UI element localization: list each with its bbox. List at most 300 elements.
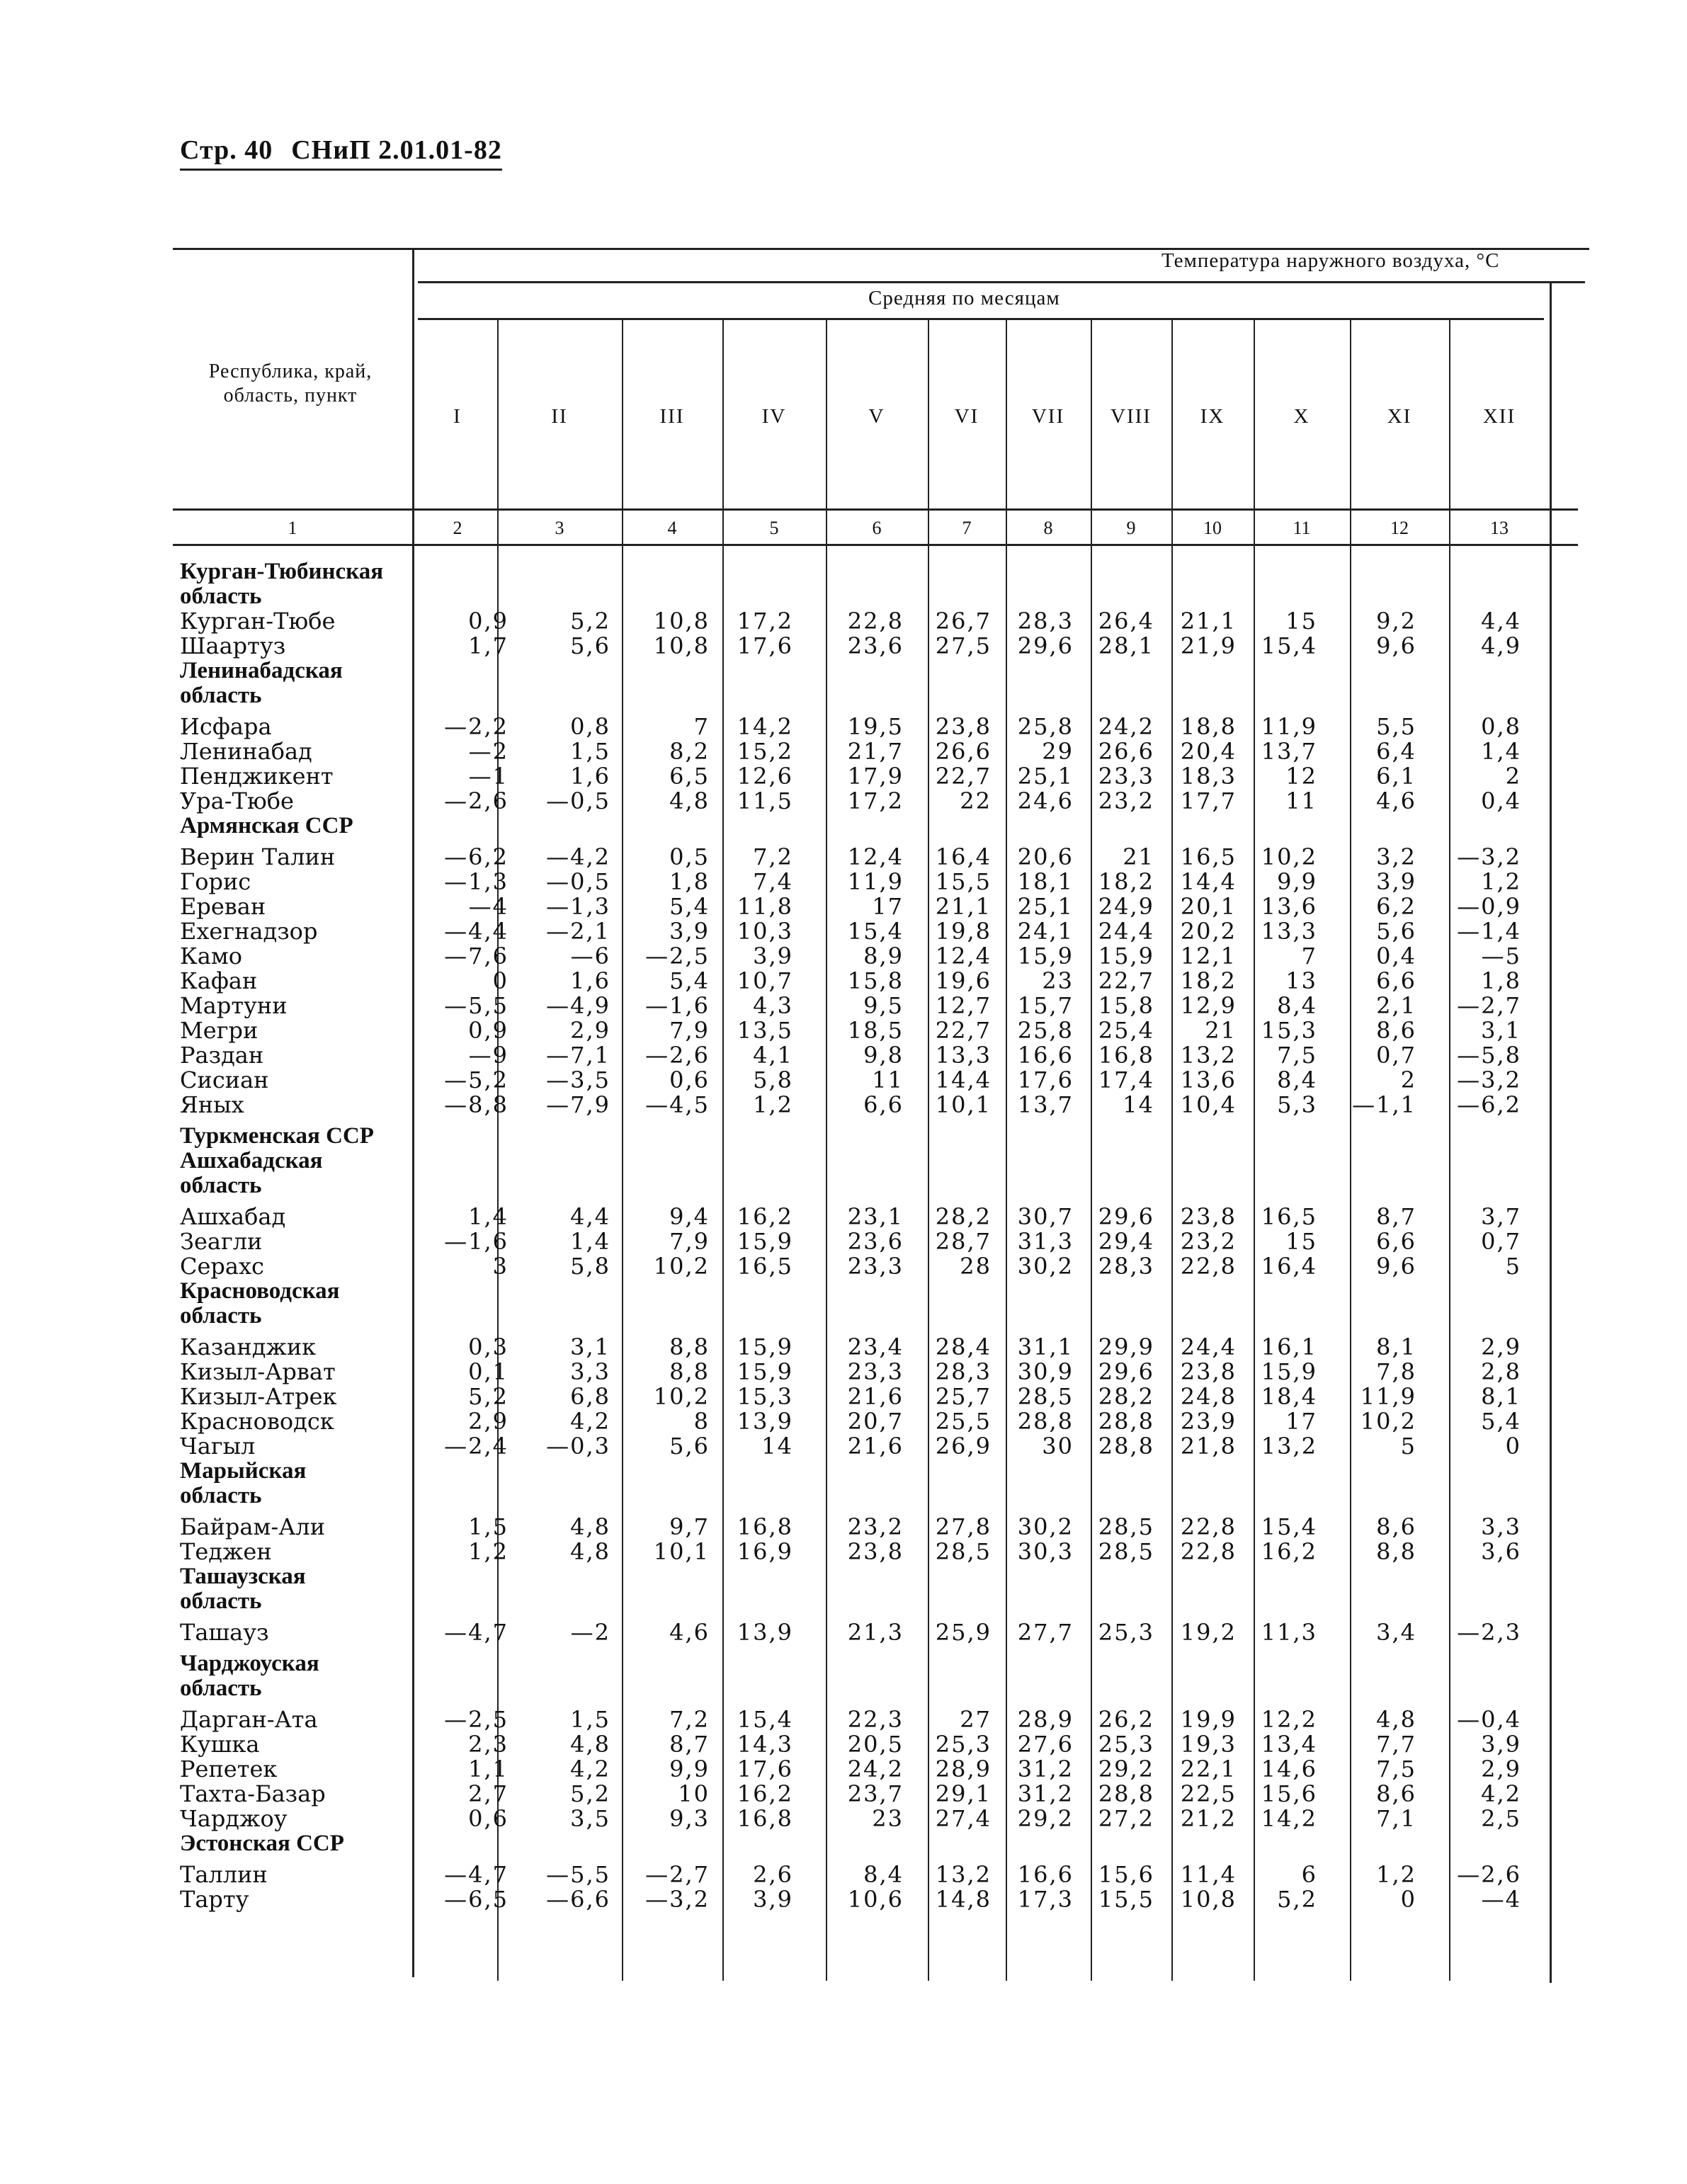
- section-heading-row: [180, 1459, 1653, 1484]
- temperature-cell: 17,6: [1017, 1067, 1074, 1093]
- temperature-cell: 26,7: [935, 608, 992, 635]
- temperature-cell: 9,4: [669, 1203, 710, 1230]
- temperature-cell: —0,4: [1457, 1706, 1521, 1733]
- temperature-cell: 12,9: [1180, 992, 1237, 1019]
- month-header: VII: [1031, 405, 1065, 428]
- temperature-cell: —7,6: [444, 943, 509, 969]
- temperature-cell: 5,4: [1481, 1408, 1521, 1435]
- place-name: Ура-Тюбе: [180, 787, 294, 814]
- temperature-cell: 27,5: [935, 632, 992, 659]
- temperature-cell: —5,5: [444, 992, 509, 1019]
- temperature-cell: 17: [1285, 1408, 1317, 1435]
- temperature-cell: 29,1: [935, 1780, 992, 1807]
- place-name: Пенджикент: [180, 763, 334, 790]
- month-header: VIII: [1111, 405, 1152, 428]
- place-name: Байрам-Али: [180, 1513, 326, 1540]
- section-heading: Курган-Тюбинская: [180, 559, 384, 584]
- temperature-cell: 20,2: [1180, 918, 1237, 945]
- rule-group-header: [418, 281, 1585, 283]
- temperature-cell: 15,9: [1261, 1358, 1317, 1385]
- place-name: Репетек: [180, 1756, 278, 1782]
- temperature-cell: 8,2: [669, 738, 710, 765]
- place-name: Ташауз: [180, 1619, 269, 1646]
- table-row: [180, 845, 1653, 870]
- rule-colnums-bottom: [173, 544, 1578, 546]
- section-heading: область: [180, 1303, 262, 1329]
- temperature-cell: 0,7: [1376, 1042, 1416, 1069]
- place-name: Красноводск: [180, 1408, 334, 1435]
- temperature-cell: 9,7: [669, 1513, 710, 1540]
- rule-subgroup-header: [418, 318, 1544, 320]
- temperature-cell: 12,4: [935, 943, 992, 969]
- temperature-cell: 23,3: [847, 1253, 904, 1280]
- place-name: Серахс: [180, 1253, 264, 1280]
- temperature-cell: 6,5: [669, 763, 710, 790]
- section-heading-row: [180, 584, 1653, 609]
- document-code: СНиП 2.01.01-82: [291, 135, 502, 165]
- row-spacer: [180, 1508, 1653, 1515]
- temperature-cell: 0: [492, 967, 509, 994]
- section-heading: область: [180, 1173, 262, 1198]
- temperature-cell: —2,5: [444, 1706, 509, 1733]
- temperature-cell: 17,2: [847, 787, 904, 814]
- temperature-cell: 19,5: [847, 713, 904, 740]
- temperature-cell: 21,6: [847, 1383, 904, 1410]
- temperature-cell: 6,2: [1376, 893, 1416, 920]
- temperature-cell: 5,2: [570, 1780, 610, 1807]
- temperature-cell: 27: [960, 1706, 992, 1733]
- temperature-cell: 23: [872, 1805, 904, 1832]
- temperature-cell: 10,3: [737, 918, 793, 945]
- temperature-cell: —3,5: [546, 1067, 610, 1093]
- temperature-cell: 29,9: [1098, 1333, 1154, 1360]
- temperature-cell: —6,6: [546, 1886, 610, 1913]
- table-row: [180, 894, 1653, 919]
- temperature-cell: 19,2: [1180, 1619, 1237, 1646]
- temperature-cell: —2: [570, 1619, 610, 1646]
- temperature-cell: 23,3: [847, 1358, 904, 1385]
- temperature-cell: 13,3: [935, 1042, 992, 1069]
- table-row: [180, 634, 1653, 659]
- section-heading-row: [180, 683, 1653, 708]
- temperature-cell: 9,5: [863, 992, 904, 1019]
- column-number: 12: [1390, 518, 1409, 538]
- temperature-cell: 6,1: [1376, 763, 1416, 790]
- temperature-cell: 9,9: [669, 1756, 710, 1782]
- temperature-cell: 10,7: [737, 967, 793, 994]
- temperature-cell: 18,8: [1180, 713, 1237, 740]
- temperature-cell: 13,2: [935, 1861, 992, 1888]
- section-heading-row: [180, 1304, 1653, 1329]
- place-name: Камо: [180, 943, 242, 969]
- temperature-cell: 15,9: [737, 1358, 793, 1385]
- page-header: [180, 135, 502, 171]
- temperature-cell: 15,6: [1261, 1780, 1317, 1807]
- temperature-cell: —0,9: [1457, 893, 1521, 920]
- table-row: [180, 969, 1653, 994]
- temperature-cell: —1,6: [645, 992, 710, 1019]
- temperature-cell: 5,2: [570, 608, 610, 635]
- temperature-cell: 28,9: [1017, 1706, 1074, 1733]
- temperature-cell: 10,1: [935, 1091, 992, 1118]
- temperature-cell: 21,7: [847, 738, 904, 765]
- temperature-cell: 18,4: [1261, 1383, 1317, 1410]
- temperature-cell: 2: [1505, 763, 1521, 790]
- temperature-cell: 25,8: [1017, 713, 1074, 740]
- temperature-cell: 5: [1400, 1433, 1416, 1460]
- temperature-cell: 14,4: [1180, 868, 1237, 895]
- row-spacer: [180, 1614, 1653, 1620]
- place-name: Тахта-Базар: [180, 1780, 326, 1807]
- column-number: 5: [769, 518, 779, 538]
- temperature-cell: 31,3: [1017, 1228, 1074, 1255]
- temperature-cell: 2,6: [753, 1861, 793, 1888]
- section-heading: Ташаузская: [180, 1564, 306, 1589]
- temperature-cell: 7,8: [1376, 1358, 1416, 1385]
- temperature-cell: 13: [1285, 967, 1317, 994]
- temperature-cell: 5,4: [669, 967, 710, 994]
- temperature-cell: 18,5: [847, 1017, 904, 1044]
- table-row: [180, 1043, 1653, 1068]
- temperature-cell: 5,6: [669, 1433, 710, 1460]
- temperature-cell: 3,9: [669, 918, 710, 945]
- section-heading: Ашхабадская: [180, 1148, 323, 1173]
- temperature-cell: 9,6: [1376, 632, 1416, 659]
- section-heading: Ленинабадская: [180, 658, 343, 683]
- place-name: Теджен: [180, 1538, 272, 1565]
- temperature-cell: 4,8: [570, 1538, 610, 1565]
- row-spacer: [180, 1198, 1653, 1205]
- temperature-cell: 2,8: [1481, 1358, 1521, 1385]
- temperature-cell: 15,4: [737, 1706, 793, 1733]
- temperature-cell: 14,4: [935, 1067, 992, 1093]
- temperature-cell: 15,9: [1098, 943, 1154, 969]
- temperature-cell: 8,8: [669, 1333, 710, 1360]
- temperature-cell: —6,2: [444, 843, 509, 870]
- temperature-cell: —2,4: [444, 1433, 509, 1460]
- temperature-cell: 10,2: [1261, 843, 1317, 870]
- temperature-cell: 28,1: [1098, 632, 1154, 659]
- temperature-cell: 23,6: [847, 632, 904, 659]
- temperature-cell: 23,2: [847, 1513, 904, 1540]
- table-row: [180, 994, 1653, 1018]
- temperature-cell: 28,8: [1098, 1408, 1154, 1435]
- table-row: [180, 944, 1653, 969]
- column-number: 11: [1293, 518, 1311, 538]
- temperature-cell: 2,9: [1481, 1333, 1521, 1360]
- temperature-cell: 28,5: [1098, 1538, 1154, 1565]
- place-name: Ереван: [180, 893, 266, 920]
- place-name: Яных: [180, 1091, 244, 1118]
- temperature-cell: 15,4: [1261, 632, 1317, 659]
- temperature-cell: 5,2: [1277, 1886, 1317, 1913]
- temperature-cell: 3,5: [570, 1805, 610, 1832]
- section-heading: область: [180, 683, 262, 708]
- temperature-cell: 17: [872, 893, 904, 920]
- table-row: [180, 1540, 1653, 1564]
- temperature-cell: —8,8: [444, 1091, 509, 1118]
- temperature-cell: 22,8: [1180, 1538, 1237, 1565]
- temperature-cell: 28,5: [935, 1538, 992, 1565]
- temperature-cell: 18,1: [1017, 868, 1074, 895]
- temperature-cell: 12,7: [935, 992, 992, 1019]
- table-row: [180, 1018, 1653, 1043]
- temperature-cell: 7,4: [753, 868, 793, 895]
- temperature-cell: 16,6: [1017, 1861, 1074, 1888]
- temperature-cell: 5,8: [753, 1067, 793, 1093]
- temperature-cell: 23,2: [1098, 787, 1154, 814]
- month-header: X: [1293, 405, 1310, 428]
- temperature-cell: 28,5: [1098, 1513, 1154, 1540]
- temperature-cell: 25,1: [1017, 893, 1074, 920]
- temperature-cell: 18,2: [1098, 868, 1154, 895]
- temperature-cell: 15,6: [1098, 1861, 1154, 1888]
- temperature-cell: —6,2: [1457, 1091, 1521, 1118]
- temperature-cell: 5,2: [468, 1383, 509, 1410]
- temperature-cell: 24,8: [1180, 1383, 1237, 1410]
- temperature-cell: —2,7: [645, 1861, 710, 1888]
- temperature-cell: 22,1: [1180, 1756, 1237, 1782]
- column-number: 4: [667, 518, 677, 538]
- temperature-cell: 3,9: [1481, 1731, 1521, 1758]
- temperature-cell: 12,1: [1180, 943, 1237, 969]
- temperature-cell: 21: [1205, 1017, 1237, 1044]
- table-row: [180, 1732, 1653, 1757]
- temperature-cell: 24,4: [1098, 918, 1154, 945]
- place-name: Кизыл-Атрек: [180, 1383, 337, 1410]
- row-spacer: [180, 1117, 1653, 1124]
- temperature-cell: 22,7: [935, 763, 992, 790]
- place-name: Чарджоу: [180, 1805, 288, 1832]
- temperature-cell: 15,7: [1017, 992, 1074, 1019]
- temperature-cell: 8,6: [1376, 1513, 1416, 1540]
- temperature-cell: 7,2: [669, 1706, 710, 1733]
- stub-header: Республика, край, область, пункт: [208, 360, 373, 406]
- temperature-cell: 24,4: [1180, 1333, 1237, 1360]
- temperature-cell: 9,9: [1277, 868, 1317, 895]
- temperature-cell: 8,6: [1376, 1780, 1416, 1807]
- temperature-cell: 10,6: [847, 1886, 904, 1913]
- temperature-cell: —2,6: [645, 1042, 710, 1069]
- place-name: Казанджик: [180, 1333, 317, 1360]
- column-number: 13: [1490, 518, 1509, 538]
- temperature-cell: 24,2: [1098, 713, 1154, 740]
- temperature-cell: 0,9: [468, 1017, 509, 1044]
- temperature-cell: 7,2: [753, 843, 793, 870]
- temperature-cell: —6,5: [444, 1886, 509, 1913]
- table-row: [180, 1409, 1653, 1434]
- temperature-cell: 10,4: [1180, 1091, 1237, 1118]
- temperature-cell: 2,9: [570, 1017, 610, 1044]
- place-name: Чагыл: [180, 1433, 256, 1460]
- page-label: Стр. 40: [180, 135, 273, 165]
- temperature-cell: 4,9: [1481, 632, 1521, 659]
- place-name: Ленинабад: [180, 738, 312, 765]
- place-name: Кушка: [180, 1731, 260, 1758]
- temperature-cell: 10,1: [653, 1538, 710, 1565]
- temperature-cell: 25,3: [935, 1731, 992, 1758]
- table-row: [180, 1384, 1653, 1409]
- temperature-cell: 1,8: [1481, 967, 1521, 994]
- temperature-cell: 23: [1042, 967, 1074, 994]
- temperature-cell: —7,1: [546, 1042, 610, 1069]
- temperature-cell: 24,6: [1017, 787, 1074, 814]
- temperature-cell: 23,8: [935, 713, 992, 740]
- temperature-cell: 7,7: [1376, 1731, 1416, 1758]
- temperature-cell: 0,6: [669, 1067, 710, 1093]
- month-header: XII: [1482, 405, 1516, 428]
- temperature-cell: 22,5: [1180, 1780, 1237, 1807]
- month-header: IV: [761, 405, 787, 428]
- temperature-cell: —4,9: [546, 992, 610, 1019]
- temperature-cell: 0,8: [1481, 713, 1521, 740]
- temperature-cell: 3,9: [1376, 868, 1416, 895]
- section-heading-row: [180, 559, 1653, 584]
- temperature-cell: 22,8: [1180, 1253, 1237, 1280]
- temperature-cell: 13,9: [737, 1408, 793, 1435]
- temperature-cell: —3,2: [1457, 843, 1521, 870]
- temperature-cell: —7,9: [546, 1091, 610, 1118]
- temperature-cell: 15,5: [935, 868, 992, 895]
- temperature-cell: 5,5: [1376, 713, 1416, 740]
- column-number: 1: [288, 518, 297, 538]
- column-number: 6: [872, 518, 882, 538]
- temperature-cell: —5,2: [444, 1067, 509, 1093]
- table-row: [180, 1434, 1653, 1459]
- temperature-cell: 7,5: [1277, 1042, 1317, 1069]
- place-name: Исфара: [180, 713, 272, 740]
- temperature-cell: 21,3: [847, 1619, 904, 1646]
- temperature-cell: 3,2: [1376, 843, 1416, 870]
- temperature-cell: 16,8: [737, 1805, 793, 1832]
- temperature-cell: 23,8: [1180, 1203, 1237, 1230]
- temperature-cell: —4,4: [444, 918, 509, 945]
- temperature-cell: 27,6: [1017, 1731, 1074, 1758]
- temperature-cell: 31,1: [1017, 1333, 1074, 1360]
- temperature-cell: 7,1: [1376, 1805, 1416, 1832]
- temperature-cell: 0,4: [1376, 943, 1416, 969]
- temperature-cell: 1,5: [468, 1513, 509, 1540]
- table-row: [180, 1254, 1653, 1279]
- column-number: 9: [1126, 518, 1136, 538]
- temperature-cell: 28,2: [935, 1203, 992, 1230]
- temperature-cell: —3,2: [645, 1886, 710, 1913]
- temperature-cell: 10,8: [1180, 1886, 1237, 1913]
- place-name: Тарту: [180, 1886, 249, 1913]
- temperature-cell: 15,9: [737, 1333, 793, 1360]
- temperature-cell: 1,4: [468, 1203, 509, 1230]
- temperature-cell: 23,4: [847, 1333, 904, 1360]
- temperature-cell: 24,2: [847, 1756, 904, 1782]
- column-number: 7: [962, 518, 972, 538]
- column-number: 3: [555, 518, 564, 538]
- temperature-cell: 3: [492, 1253, 509, 1280]
- temperature-cell: 13,3: [1261, 918, 1317, 945]
- month-header: VI: [954, 405, 979, 428]
- temperature-cell: 1,6: [570, 967, 610, 994]
- temperature-cell: 6,6: [863, 1091, 904, 1118]
- temperature-cell: 4,8: [570, 1513, 610, 1540]
- column-number: 10: [1203, 518, 1222, 538]
- temperature-cell: 4,6: [669, 1619, 710, 1646]
- table-row: [180, 1620, 1653, 1645]
- temperature-cell: 14: [761, 1433, 793, 1460]
- temperature-cell: 28: [960, 1253, 992, 1280]
- column-number: 2: [453, 518, 462, 538]
- temperature-cell: 16,2: [1261, 1538, 1317, 1565]
- temperature-cell: 8,4: [1277, 1067, 1317, 1093]
- temperature-cell: 27,2: [1098, 1805, 1154, 1832]
- temperature-cell: 14,6: [1261, 1756, 1317, 1782]
- place-name: Шаартуз: [180, 632, 286, 659]
- temperature-cell: 17,7: [1180, 787, 1237, 814]
- temperature-cell: 11,5: [737, 787, 793, 814]
- temperature-cell: 20,7: [847, 1408, 904, 1435]
- row-spacer: [180, 838, 1653, 845]
- temperature-cell: 13,6: [1261, 893, 1317, 920]
- temperature-cell: —3,2: [1457, 1067, 1521, 1093]
- place-name: Горис: [180, 868, 251, 895]
- temperature-cell: 20,4: [1180, 738, 1237, 765]
- temperature-cell: 3,1: [570, 1333, 610, 1360]
- place-name: Ашхабад: [180, 1203, 286, 1230]
- temperature-cell: 1,7: [468, 632, 509, 659]
- temperature-cell: 25,9: [935, 1619, 992, 1646]
- month-header: V: [868, 405, 885, 428]
- temperature-cell: 9,3: [669, 1805, 710, 1832]
- section-heading: область: [180, 1483, 262, 1508]
- temperature-cell: 8,7: [1376, 1203, 1416, 1230]
- temperature-cell: 18,2: [1180, 967, 1237, 994]
- temperature-cell: 21,1: [1180, 608, 1237, 635]
- section-heading: область: [180, 1676, 262, 1701]
- temperature-cell: 1,2: [753, 1091, 793, 1118]
- group-header: Температура наружного воздуха, °С: [1161, 249, 1500, 272]
- temperature-cell: 29,6: [1098, 1358, 1154, 1385]
- temperature-cell: 4,8: [570, 1731, 610, 1758]
- temperature-cell: 16,1: [1261, 1333, 1317, 1360]
- temperature-cell: 15,9: [1017, 943, 1074, 969]
- temperature-cell: —2,1: [546, 918, 610, 945]
- temperature-cell: 22,3: [847, 1706, 904, 1733]
- temperature-cell: 4,8: [669, 787, 710, 814]
- temperature-cell: 0,8: [570, 713, 610, 740]
- temperature-cell: 15,5: [1098, 1886, 1154, 1913]
- place-name: Таллин: [180, 1861, 268, 1888]
- temperature-cell: 13,2: [1180, 1042, 1237, 1069]
- temperature-cell: 23,2: [1180, 1228, 1237, 1255]
- temperature-cell: 15,3: [1261, 1017, 1317, 1044]
- temperature-cell: 2,1: [1376, 992, 1416, 1019]
- temperature-cell: 25,5: [935, 1408, 992, 1435]
- temperature-cell: 9,2: [1376, 608, 1416, 635]
- temperature-cell: —2,2: [444, 713, 509, 740]
- temperature-cell: 3,3: [1481, 1513, 1521, 1540]
- place-name: Раздан: [180, 1042, 264, 1069]
- temperature-cell: 7,5: [1376, 1756, 1416, 1782]
- temperature-cell: 5,6: [1376, 918, 1416, 945]
- temperature-cell: 17,4: [1098, 1067, 1154, 1093]
- temperature-cell: 2,3: [468, 1731, 509, 1758]
- temperature-cell: 30,2: [1017, 1513, 1074, 1540]
- table-row: [180, 1707, 1653, 1732]
- temperature-cell: 29,4: [1098, 1228, 1154, 1255]
- temperature-cell: 23,1: [847, 1203, 904, 1230]
- temperature-cell: 15: [1285, 608, 1317, 635]
- temperature-cell: —4: [1481, 1886, 1521, 1913]
- temperature-cell: 1,4: [1481, 738, 1521, 765]
- temperature-cell: 23,8: [847, 1538, 904, 1565]
